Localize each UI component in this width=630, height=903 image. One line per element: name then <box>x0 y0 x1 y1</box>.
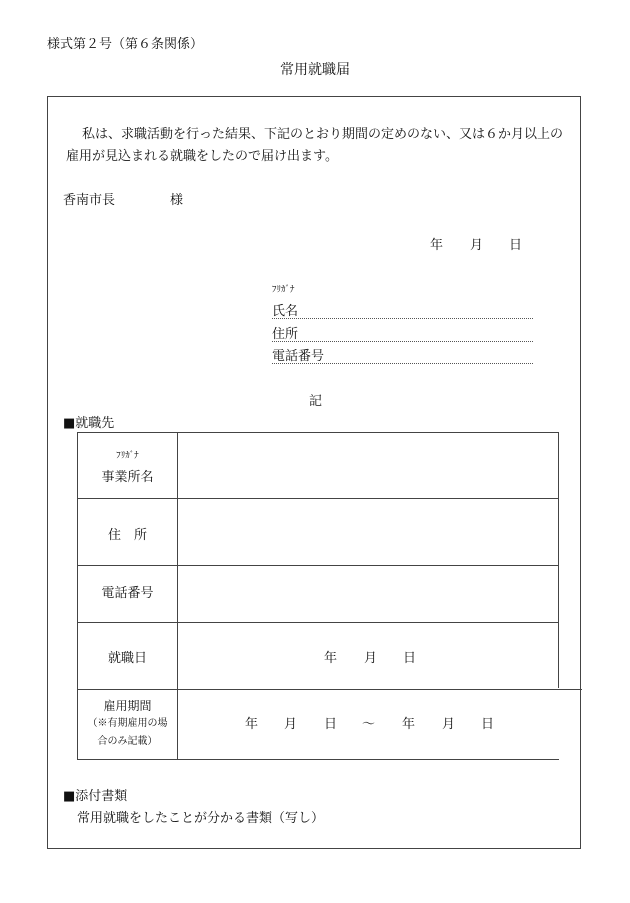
period-day-2: 日 <box>481 717 495 732</box>
form-title: 常用就職届 <box>280 62 350 78</box>
applicant-address-field[interactable] <box>272 341 533 342</box>
start-date-day: 日 <box>403 651 417 666</box>
attachments-item: 常用就職をしたことが分かる書類（写し） <box>77 811 325 826</box>
period-year-1: 年 <box>245 717 259 732</box>
statement-line-1: 私は、求職活動を行った結果、下記のとおり期間の定めのない、又は６か月以上の <box>82 127 564 142</box>
period-year-2: 年 <box>402 717 416 732</box>
period-day-1: 日 <box>324 717 338 732</box>
applicant-phone-label: 電話番号 <box>272 349 325 364</box>
company-name-field[interactable] <box>178 433 558 498</box>
employer-heading: ■就職先 <box>63 416 115 431</box>
company-phone-field[interactable] <box>178 566 558 622</box>
applicant-name-field[interactable] <box>272 318 533 319</box>
period-note-2: 合のみ記載） <box>97 736 158 747</box>
statement-line-2: 雇用が見込まれる就職をしたので届け出ます。 <box>66 149 338 164</box>
period-note-1: （※有期雇用の場 <box>87 718 168 729</box>
period-month-2: 月 <box>442 717 456 732</box>
start-date-label: 就職日 <box>107 651 147 666</box>
company-address-field[interactable] <box>178 499 558 565</box>
period-month-1: 月 <box>284 717 298 732</box>
date-day: 日 <box>509 238 523 253</box>
start-date-month: 月 <box>364 651 378 666</box>
applicant-furigana: ﾌﾘｶﾞﾅ <box>272 285 295 295</box>
date-year: 年 <box>430 238 444 253</box>
period-label: 雇用期間 <box>103 699 152 713</box>
company-name-label: 事業所名 <box>101 470 154 485</box>
date-month: 月 <box>470 238 484 253</box>
company-phone-label: 電話番号 <box>101 586 154 601</box>
applicant-name-label: 氏名 <box>272 304 299 319</box>
addressee-honorific: 様 <box>170 193 184 208</box>
addressee-name: 香南市長 <box>63 193 116 208</box>
applicant-phone-field[interactable] <box>272 363 533 364</box>
applicant-address-label: 住所 <box>272 327 299 342</box>
ki-mark: 記 <box>309 394 323 409</box>
attachments-heading: ■添付書類 <box>63 789 128 804</box>
company-furigana-label: ﾌﾘｶﾞﾅ <box>116 451 139 461</box>
start-date-year: 年 <box>324 651 338 666</box>
form-number: 様式第２号（第６条関係） <box>47 37 204 52</box>
period-tilde: ～ <box>362 717 376 732</box>
company-address-label: 住 所 <box>107 528 147 543</box>
